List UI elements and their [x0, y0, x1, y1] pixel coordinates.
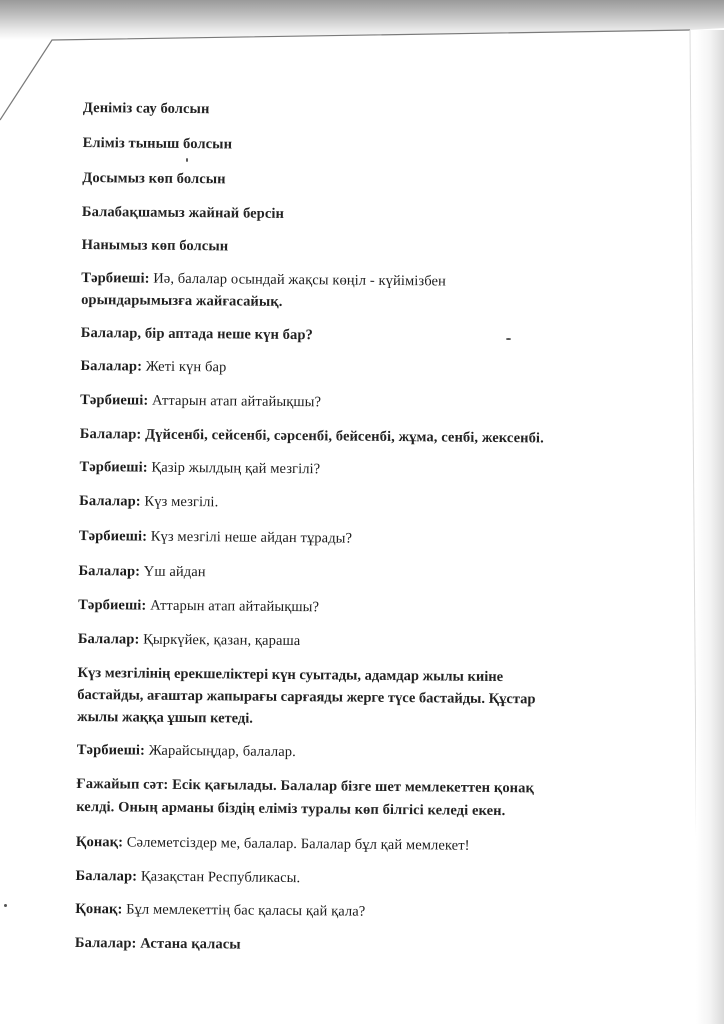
speaker-label: Тәрбиеші:: [79, 458, 148, 476]
paragraph-line: Күз мезгілінің ерекшеліктері күн суытады, адамдар жылы киіне: [77, 664, 504, 686]
text-line: [82, 237, 229, 255]
text-line: [79, 528, 352, 548]
line-text: орындарымызға жайғасайық.: [81, 291, 283, 310]
text-line: [79, 459, 320, 478]
line-text: Дүйсенбі, сейсенбі, сәрсенбі, бейсенбі, жұма, сенбі, жексенбі.: [141, 426, 544, 447]
line-text: Күз мезгілі неше айдан тұрады?: [146, 528, 353, 547]
text-line: [78, 563, 205, 581]
speaker-label: Балалар:: [79, 492, 141, 510]
text-line: [82, 170, 226, 188]
text-line: [78, 631, 301, 650]
paragraph-line: жылы жаққа ұшып кетеді.: [77, 708, 254, 727]
autumn-paragraph: [77, 662, 618, 733]
line-text: Ғажайып сәт: Есік қағылады. Балалар бізге шет мемлекеттен қонақ: [76, 775, 535, 797]
line-text: Астана қаласы: [136, 935, 241, 953]
line-text: Бұл мемлекеттің бас қаласы қай қала?: [122, 901, 366, 920]
line-text: Жеті күн бар: [141, 358, 227, 376]
text-line: [81, 292, 283, 311]
line-text: келді. Оның арманы біздің еліміз туралы көп білгісі келеді екен.: [76, 798, 506, 820]
text-line: [83, 100, 210, 118]
text-line: [78, 597, 319, 616]
line-text: Нанымыз көп болсын: [81, 236, 229, 255]
line-text: Қазақстан Республикасы.: [137, 868, 301, 887]
text-line: [82, 204, 284, 223]
speaker-label: Балалар:: [74, 934, 137, 952]
line-text: Жарайсыңдар, балалар.: [144, 742, 296, 761]
scan-speck: [4, 904, 7, 907]
text-line: [83, 135, 233, 153]
text-line: [81, 325, 313, 344]
speaker-label: Тәрбиеші:: [78, 527, 148, 545]
speaker-label: Қонақ:: [75, 833, 124, 851]
speaker-label: Балалар:: [79, 425, 142, 443]
speaker-label: Қонақ:: [75, 900, 123, 918]
line-text: Досымыз көп болсын: [82, 169, 226, 188]
paragraph-line: бастайды, ағаштар жапырағы сарғаяды жерге түсе бастайды. Құстар: [77, 686, 536, 708]
text-line: [80, 358, 226, 376]
scan-speck: [186, 158, 188, 162]
speaker-label: Тәрбиеші:: [80, 391, 149, 409]
line-text: Аттарын атап айтайықшы?: [146, 597, 320, 616]
speaker-label: Балалар:: [75, 867, 138, 885]
page-right-edge: [696, 30, 724, 1024]
speaker-label: Тәрбиеші:: [78, 596, 147, 614]
line-text: Деніміз сау болсын: [82, 99, 210, 118]
line-text: Үш айдан: [140, 563, 206, 581]
text-line: [79, 493, 218, 511]
text-line: [77, 742, 296, 761]
line-text: Қазір жылдың қай мезгілі?: [147, 459, 321, 478]
scan-speck: [506, 338, 511, 340]
line-text: Қыркүйек, қазан, қараша: [139, 631, 301, 650]
speaker-label: Балалар:: [77, 630, 140, 648]
text-line: [80, 392, 321, 411]
line-text: Күз мезгілі.: [140, 493, 219, 511]
speaker-label: Балалар:: [78, 562, 141, 580]
text-line: [76, 868, 301, 887]
speaker-label: Балалар:: [80, 357, 143, 375]
speaker-label: Тәрбиеші:: [81, 269, 150, 287]
text-line: [75, 935, 241, 954]
line-text: Балабақшамыз жайнай берсін: [81, 203, 285, 222]
speaker-label: Тәрбиеші:: [76, 741, 146, 759]
line-text: Еліміз тыныш болсын: [82, 134, 233, 153]
text-line: [75, 901, 365, 921]
line-text: Иә, балалар осындай жақсы көңіл - күйімізбен: [149, 270, 447, 290]
line-text: Аттарын атап айтайықшы?: [148, 392, 322, 411]
line-text: Сәлеметсіздер ме, балалар. Балалар бұл қай мемлекет!: [122, 834, 470, 854]
line-text: Балалар, бір аптада неше күн бар?: [80, 324, 313, 344]
text-line: [81, 270, 446, 290]
